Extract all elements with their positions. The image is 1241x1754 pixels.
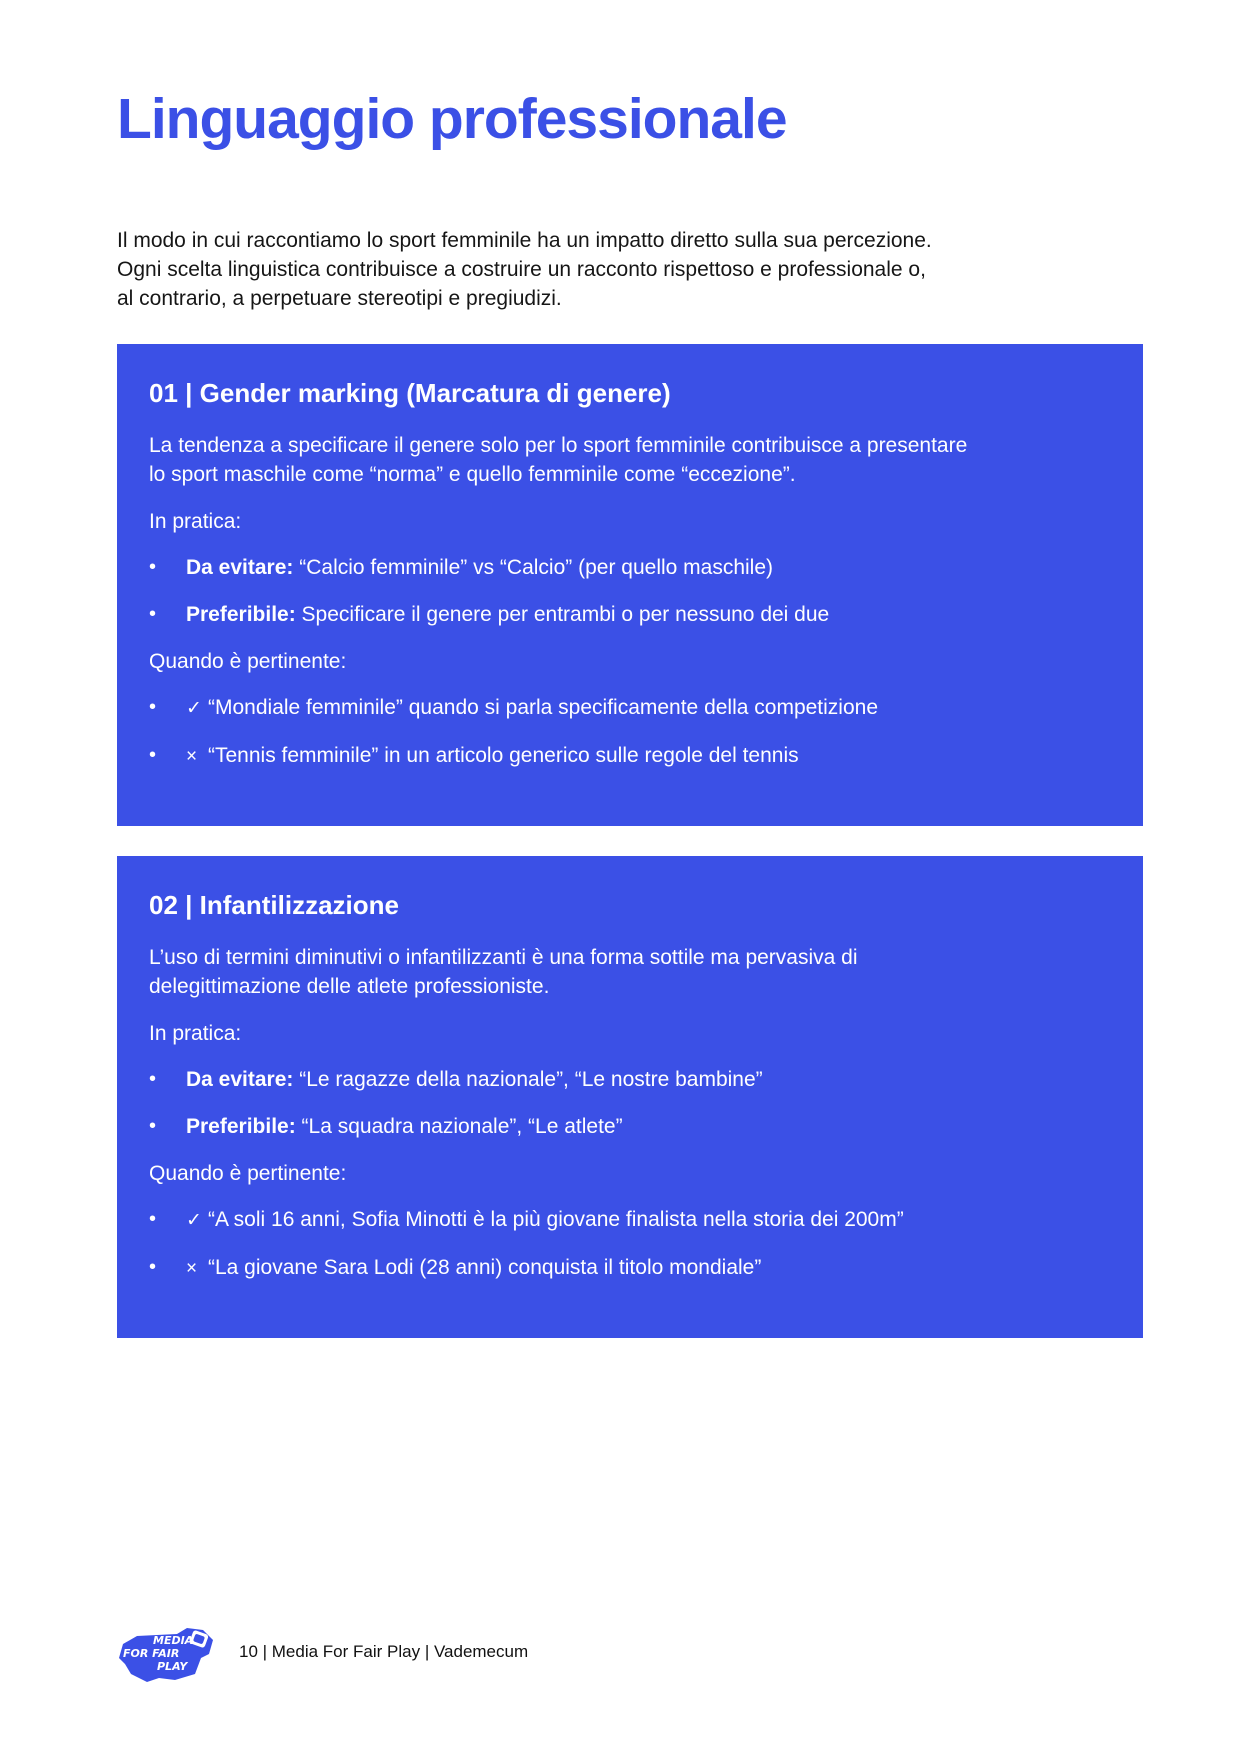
bullet-icon: •: [149, 696, 157, 718]
list-item: [149, 1253, 1111, 1283]
pertinent-label: Quando è pertinente:: [149, 1162, 347, 1185]
intro-line: Il modo in cui raccontiamo lo sport femminile ha un impatto diretto sulla sua percezione.: [117, 229, 932, 252]
list-item: [149, 741, 1111, 771]
media-for-fair-play-logo: [117, 1624, 217, 1682]
item-text: Specificare il genere per entrambi o per nessuno dei due: [295, 603, 830, 626]
example-list: [149, 1205, 1111, 1283]
item-text: “Le ragazze della nazionale”, “Le nostre bambine”: [293, 1068, 763, 1091]
item-key: Preferibile:: [186, 603, 296, 626]
item-text: “La giovane Sara Lodi (28 anni) conquista il titolo mondiale”: [208, 1256, 762, 1279]
bullet-icon: •: [149, 556, 157, 578]
list-item: [149, 1205, 1111, 1235]
item-text: “Mondiale femminile” quando si parla specificamente della competizione: [208, 696, 879, 719]
pertinent-label: Quando è pertinente:: [149, 650, 347, 673]
item-key: Preferibile:: [186, 1115, 296, 1138]
example-list: [149, 693, 1111, 771]
logo-line: MEDIA: [153, 1634, 194, 1647]
description-line: delegittimazione delle atlete professioniste.: [149, 975, 550, 998]
intro-paragraph: [117, 226, 1117, 313]
item-text: “A soli 16 anni, Sofia Minotti è la più giovane finalista nella storia dei 200m”: [208, 1208, 904, 1231]
bullet-icon: •: [149, 603, 157, 625]
section-description: [149, 431, 1111, 489]
practice-label: In pratica:: [149, 1022, 242, 1045]
page-footer: [117, 1620, 717, 1684]
bullet-icon: •: [149, 1256, 157, 1278]
list-item: [149, 600, 1111, 629]
practice-list: [149, 1065, 1111, 1141]
check-icon: ✓: [186, 698, 202, 719]
check-icon: ✓: [186, 1210, 202, 1231]
cross-icon: ×: [186, 746, 198, 767]
bullet-icon: •: [149, 744, 157, 766]
section-description: [149, 943, 1111, 1001]
item-text: “La squadra nazionale”, “Le atlete”: [295, 1115, 623, 1138]
item-key: Da evitare:: [186, 1068, 294, 1091]
list-item: [149, 1065, 1111, 1094]
logo-line: PLAY: [157, 1660, 188, 1673]
description-line: La tendenza a specificare il genere solo per lo sport femminile contribuisce a presentare: [149, 434, 968, 457]
description-line: lo sport maschile come “norma” e quello femminile come “eccezione”.: [149, 463, 796, 486]
bullet-icon: •: [149, 1208, 157, 1230]
intro-line: Ogni scelta linguistica contribuisce a costruire un racconto rispettoso e professionale o,: [117, 258, 926, 281]
intro-line: al contrario, a perpetuare stereotipi e pregiudizi.: [117, 287, 562, 310]
page-title: Linguaggio professionale: [117, 87, 787, 151]
list-item: [149, 553, 1111, 582]
bullet-icon: •: [149, 1068, 157, 1090]
item-key: Da evitare:: [186, 556, 294, 579]
item-text: “Tennis femminile” in un articolo generico sulle regole del tennis: [208, 744, 799, 767]
footer-page-info: 10 | Media For Fair Play | Vademecum: [239, 1642, 529, 1661]
practice-label: In pratica:: [149, 510, 242, 533]
bullet-icon: •: [149, 1115, 157, 1137]
cross-icon: ×: [186, 1258, 198, 1279]
section-heading: 01 | Gender marking (Marcatura di genere): [149, 378, 671, 408]
item-text: “Calcio femminile” vs “Calcio” (per quello maschile): [293, 556, 774, 579]
list-item: [149, 1112, 1111, 1141]
section-heading: 02 | Infantilizzazione: [149, 890, 399, 920]
description-line: L’uso di termini diminutivi o infantilizzanti è una forma sottile ma pervasiva di: [149, 946, 858, 969]
section-infantilizzazione: [117, 856, 1143, 1338]
section-gender-marking: [117, 344, 1143, 826]
list-item: [149, 693, 1111, 723]
logo-line: FOR FAIR: [123, 1647, 180, 1660]
practice-list: [149, 553, 1111, 629]
